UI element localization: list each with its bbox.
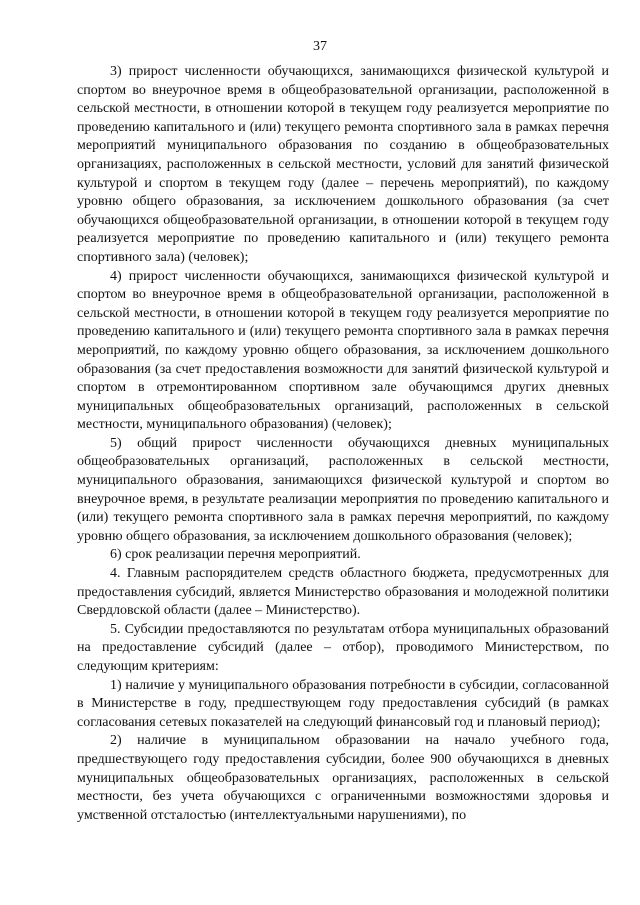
paragraph-clause-4: 4. Главным распорядителем средств областного бюджета, предусмотренных для предоставления субсидий, является Министерство образования и молодежной политики Свердловской области (далее – Министерство). bbox=[77, 566, 609, 619]
paragraph-criterion-1: 1) наличие у муниципального образования потребности в субсидии, согласованной в Министерстве в году, предшествующем году предоставления субсидий (в рамках согласования сетевых показателей на следующий финансовый год и плановый период); bbox=[77, 677, 609, 730]
paragraph-clause-5: 5. Субсидии предоставляются по результатам отбора муниципальных образований на предоставление субсидий (далее – отбор), проводимого Министерством, по следующим критериям: bbox=[77, 621, 609, 674]
document-body bbox=[77, 63, 609, 825]
paragraph-item-4: 4) прирост численности обучающихся, занимающихся физической культурой и спортом во внеурочное время в общеобразовательной организации, расположенной в сельской местности, в отношении которой в текущем году реализуется мероприятие по проведению капитального и (или) текущего ремонта спортивного зала в рамках перечня мероприятий, по каждому уровню общего образования, за исключением дошкольного образования (за счет предоставления возможности для занятий физической культурой и спортом в отремонтированном спортивном зале обучающимся других дневных муниципальных общеобразовательных организаций, расположенных в сельской местности, муниципального образования) (человек); bbox=[77, 268, 609, 433]
paragraph-item-5: 5) общий прирост численности обучающихся дневных муниципальных общеобразовательных организаций, расположенных в сельской местности, муниципального образования, занимающихся физической культурой и спортом во внеурочное время, в результате реализации мероприятия по проведению капитального и (или) текущего ремонта спортивного зала в рамках перечня мероприятий, по каждому уровню общего образования, за исключением дошкольного образования (человек); bbox=[77, 435, 609, 544]
page-number: 37 bbox=[313, 39, 327, 54]
paragraph-item-6: 6) срок реализации перечня мероприятий. bbox=[110, 547, 361, 563]
paragraph-criterion-2: 2) наличие в муниципальном образовании на начало учебного года, предшествующего году предоставления субсидии, более 900 обучающихся в дневных муниципальных общеобразовательных организациях, расположенных в сельской местности, без учета обучающихся с ограниченными возможностями здоровья и умственной отсталостью (интеллектуальными нарушениями), по bbox=[77, 733, 609, 823]
paragraph-item-3: 3) прирост численности обучающихся, занимающихся физической культурой и спортом во внеурочное время в общеобразовательной организации, расположенной в сельской местности, в отношении которой в текущем году реализуется мероприятие по проведению капитального и (или) текущего ремонта спортивного зала в рамках перечня мероприятий муниципального образования по созданию в общеобразовательных организациях, расположенных в сельской местности, условий для занятий физической культурой и спортом в текущем году (далее – перечень мероприятий), по каждому уровню общего образования, за исключением дошкольного образования (за счет обучающихся общеобразовательной организации, в отношении которой в текущем году реализуется мероприятие по проведению капитального и (или) текущего ремонта спортивного зала) (человек); bbox=[77, 64, 609, 265]
